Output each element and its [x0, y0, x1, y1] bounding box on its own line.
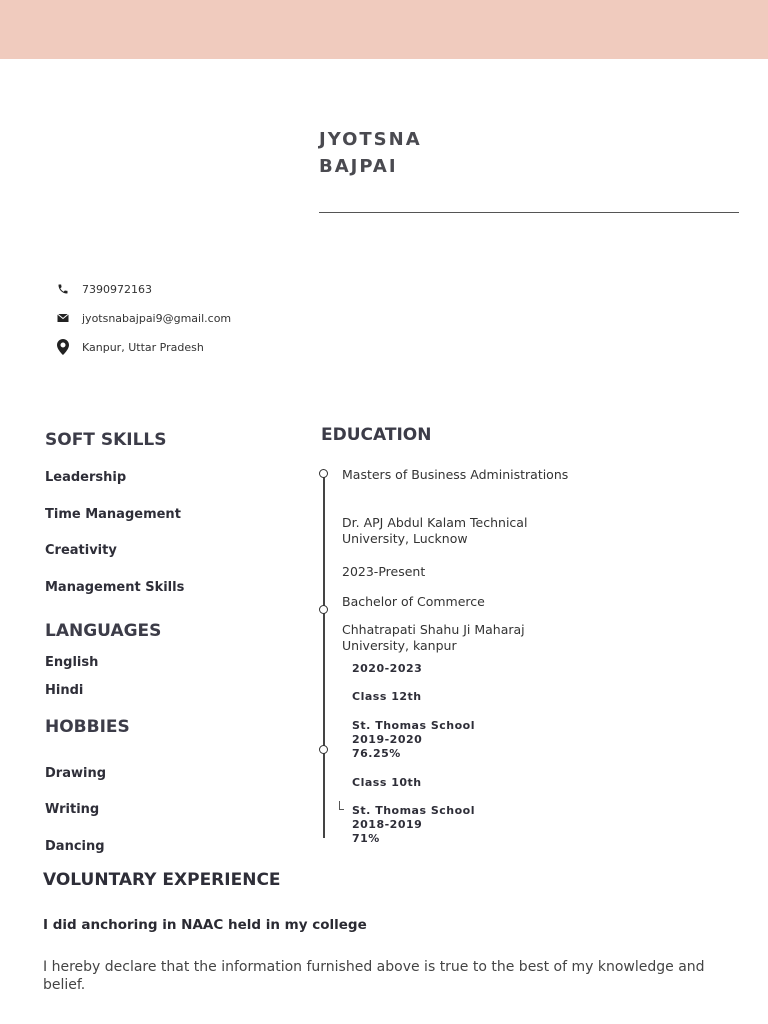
edu-degree: Bachelor of Commerce	[342, 594, 485, 609]
edu-degree: Class 10th	[352, 776, 422, 789]
candidate-name	[319, 126, 422, 180]
declaration-text: I hereby declare that the information furnished above is true to the best of my knowledge and belief.	[43, 959, 705, 993]
edu-years: 2020-2023	[352, 662, 423, 675]
languages-heading: LANGUAGES	[45, 621, 162, 641]
voluntary-heading: VOLUNTARY EXPERIENCE	[43, 870, 281, 890]
soft-skill-item: Management Skills	[45, 580, 185, 595]
edu-degree: Masters of Business Administrations	[342, 467, 569, 482]
location-text: Kanpur, Uttar Pradesh	[82, 340, 204, 354]
soft-skill-item: Time Management	[45, 507, 181, 522]
education-timeline	[323, 474, 325, 838]
edu-years: 2018-2019	[352, 818, 423, 831]
timeline-tick	[339, 801, 344, 810]
soft-skill-item: Leadership	[45, 470, 127, 485]
edu-institution: St. Thomas School	[352, 719, 476, 732]
edu-institution: Chhatrapati Shahu Ji Maharaj University, kanpur	[342, 622, 525, 653]
mail-icon	[56, 311, 70, 325]
edu-institution: St. Thomas School	[352, 804, 476, 817]
email-text: jyotsnabajpai9@gmail.com	[82, 311, 232, 325]
edu-degree: Class 12th	[352, 690, 422, 703]
contact-phone	[56, 282, 152, 296]
timeline-node	[319, 745, 328, 754]
timeline-node	[319, 469, 328, 478]
hobby-item: Drawing	[45, 766, 107, 781]
soft-skills-heading: SOFT SKILLS	[45, 430, 167, 450]
voluntary-text: I did anchoring in NAAC held in my college	[43, 917, 367, 933]
edu-score: 71%	[352, 832, 380, 845]
language-item: English	[45, 655, 99, 670]
language-item: Hindi	[45, 683, 84, 698]
first-name: JYOTSNA	[319, 129, 422, 150]
edu-institution: Dr. APJ Abdul Kalam Technical University, Lucknow	[342, 515, 528, 546]
soft-skill-item: Creativity	[45, 543, 117, 558]
edu-score: 76.25%	[352, 747, 401, 760]
edu-years: 2023-Present	[342, 564, 426, 579]
phone-icon	[56, 282, 70, 296]
hobbies-heading: HOBBIES	[45, 717, 130, 737]
timeline-node	[319, 605, 328, 614]
contact-email	[56, 311, 231, 325]
phone-text: 7390972163	[82, 282, 152, 296]
last-name: BAJPAI	[319, 156, 398, 177]
edu-years: 2019-2020	[352, 733, 423, 746]
hobby-item: Dancing	[45, 839, 105, 854]
location-pin-icon	[56, 340, 70, 354]
hobby-item: Writing	[45, 802, 100, 817]
name-divider	[319, 212, 739, 213]
header-accent-bar	[0, 0, 768, 59]
contact-location	[56, 340, 204, 354]
education-heading: EDUCATION	[321, 425, 432, 445]
